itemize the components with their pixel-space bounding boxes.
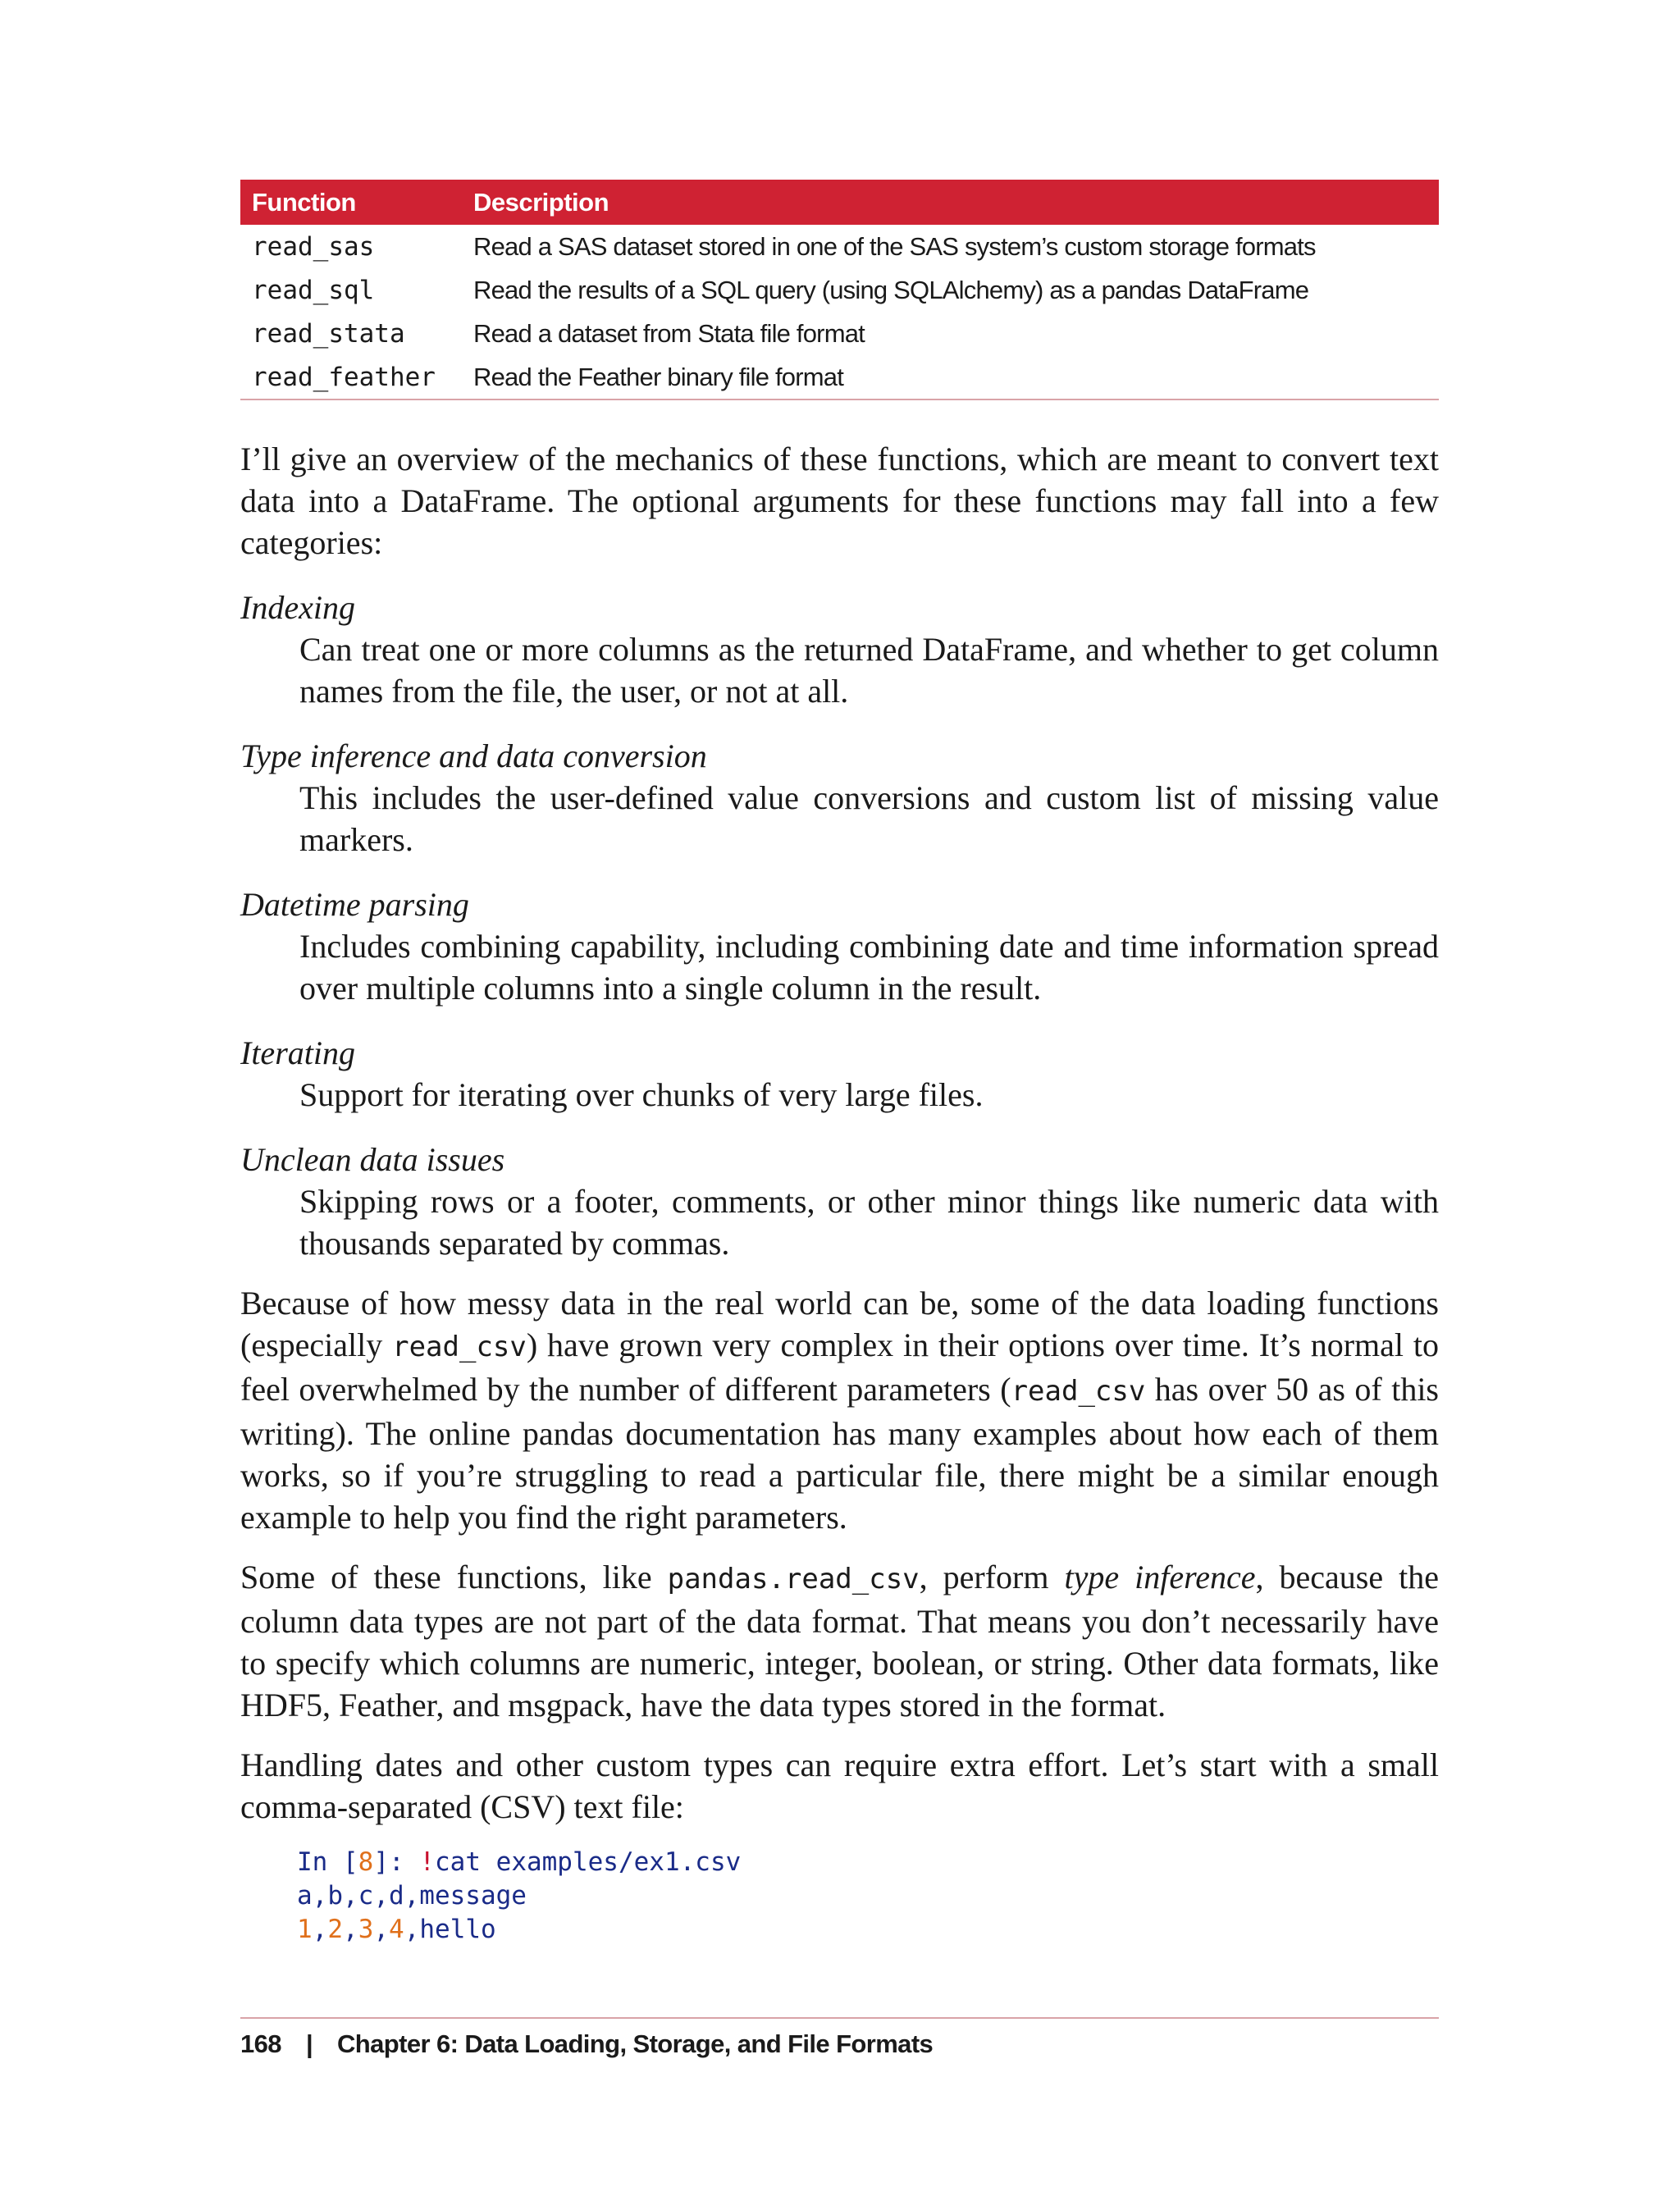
code-output-header: a,b,c,d,message — [297, 1881, 527, 1911]
category-term: Indexing — [240, 589, 355, 626]
text-span: has over 50 as of this writing). The online pandas documentation has many examples about how each of them works, so if you’re struggling to read a particular file, there might be a similar enough example to help you find the right parameters. — [240, 1371, 1440, 1536]
inline-code: read_csv — [1011, 1375, 1146, 1408]
chapter-title: Chapter 6: Data Loading, Storage, and File Formats — [337, 2029, 934, 2058]
category-term: Unclean data issues — [240, 1141, 505, 1178]
page-content — [240, 180, 1439, 1947]
intro-paragraph: I’ll give an overview of the mechanics of these functions, which are meant to convert text data into a DataFrame. The optional arguments for these functions may fall into a few categories: — [240, 441, 1439, 561]
category-item — [240, 735, 1439, 861]
text-span: , perform — [919, 1559, 1065, 1596]
category-term: Iterating — [240, 1034, 355, 1071]
category-definition: Skipping rows or a footer, comments, or other minor things like numeric data with thousands separated by commas. — [299, 1183, 1439, 1262]
code-text: hello — [419, 1915, 496, 1944]
code-prompt-close: ]: — [373, 1847, 420, 1877]
type-inference-paragraph — [240, 1556, 1439, 1726]
footer-rule — [240, 2017, 1439, 2019]
emphasis: type inference — [1064, 1559, 1256, 1596]
header-description: Description — [462, 180, 1439, 225]
function-description: Read a SAS dataset stored in one of the SAS system’s custom storage formats — [473, 231, 1316, 261]
code-prompt: In [ — [297, 1847, 358, 1877]
category-definition: Can treat one or more columns as the returned DataFrame, and whether to get column names from the file, the user, or not at all. — [299, 631, 1439, 710]
category-item — [240, 1139, 1439, 1264]
function-description: Read the results of a SQL query (using SQLAlchemy) as a pandas DataFrame — [473, 275, 1309, 304]
categories-list — [240, 587, 1439, 1264]
functions-table — [240, 180, 1439, 400]
code-block: In [8]: !cat examples/ex1.csv a,b,c,d,message 1,2,3,4,hello — [297, 1847, 742, 1944]
code-number: 1 — [297, 1915, 313, 1944]
category-definition: Support for iterating over chunks of very large files. — [299, 1076, 984, 1113]
table-row — [240, 312, 1439, 355]
code-prompt-number: 8 — [358, 1847, 374, 1877]
code-number: 4 — [389, 1915, 404, 1944]
text-span: , because the column data types are not part of the data format. That means you don’t necessarily have to specify which columns are numeric, integer, boolean, or string. Other data formats, like HDF5, Feather, and msgpack, have the data types stored in the format. — [240, 1559, 1440, 1723]
category-term: Datetime parsing — [240, 886, 469, 923]
footer-separator: | — [305, 2029, 313, 2058]
code-command: cat examples/ex1.csv — [435, 1847, 742, 1877]
page-number: 168 — [240, 2029, 281, 2058]
inline-code: read_csv — [392, 1331, 527, 1363]
code-bang: ! — [419, 1847, 435, 1877]
csv-intro-paragraph: Handling dates and other custom types can require extra effort. Let’s start with a small comma-separated (CSV) text file: — [240, 1746, 1439, 1825]
page-footer — [240, 2029, 933, 2059]
function-description: Read the Feather binary file format — [473, 362, 844, 391]
category-definition: Includes combining capability, including combining date and time information spread over multiple columns into a single column in the result. — [299, 928, 1439, 1007]
complexity-paragraph — [240, 1282, 1439, 1538]
header-function: Function — [240, 180, 462, 225]
table-row — [240, 355, 1439, 399]
category-item — [240, 587, 1439, 712]
text-span: Some of these functions, like — [240, 1559, 668, 1596]
text-span: Because of how messy data in the real world can be, some of the data loading functions (especially — [240, 1285, 1439, 1363]
function-name: read_sql — [252, 275, 375, 305]
table-row — [240, 225, 1439, 268]
inline-code: pandas.read_csv — [667, 1563, 920, 1596]
code-number: 3 — [358, 1915, 374, 1944]
text-span: ) have grown very complex in their options over time. It’s normal to feel overwhelmed by the number of different parameters ( — [240, 1326, 1439, 1408]
category-item — [240, 883, 1439, 1009]
function-name: read_feather — [252, 362, 436, 392]
function-description: Read a dataset from Stata file format — [473, 318, 865, 348]
code-number: 2 — [327, 1915, 344, 1944]
category-term: Type inference and data conversion — [240, 737, 707, 774]
category-definition: This includes the user-defined value conversions and custom list of missing value markers. — [299, 779, 1439, 858]
table-row — [240, 268, 1439, 312]
table-header-row — [240, 180, 1439, 225]
function-name: read_sas — [252, 231, 375, 262]
category-item — [240, 1032, 1439, 1116]
function-name: read_stata — [252, 318, 405, 349]
